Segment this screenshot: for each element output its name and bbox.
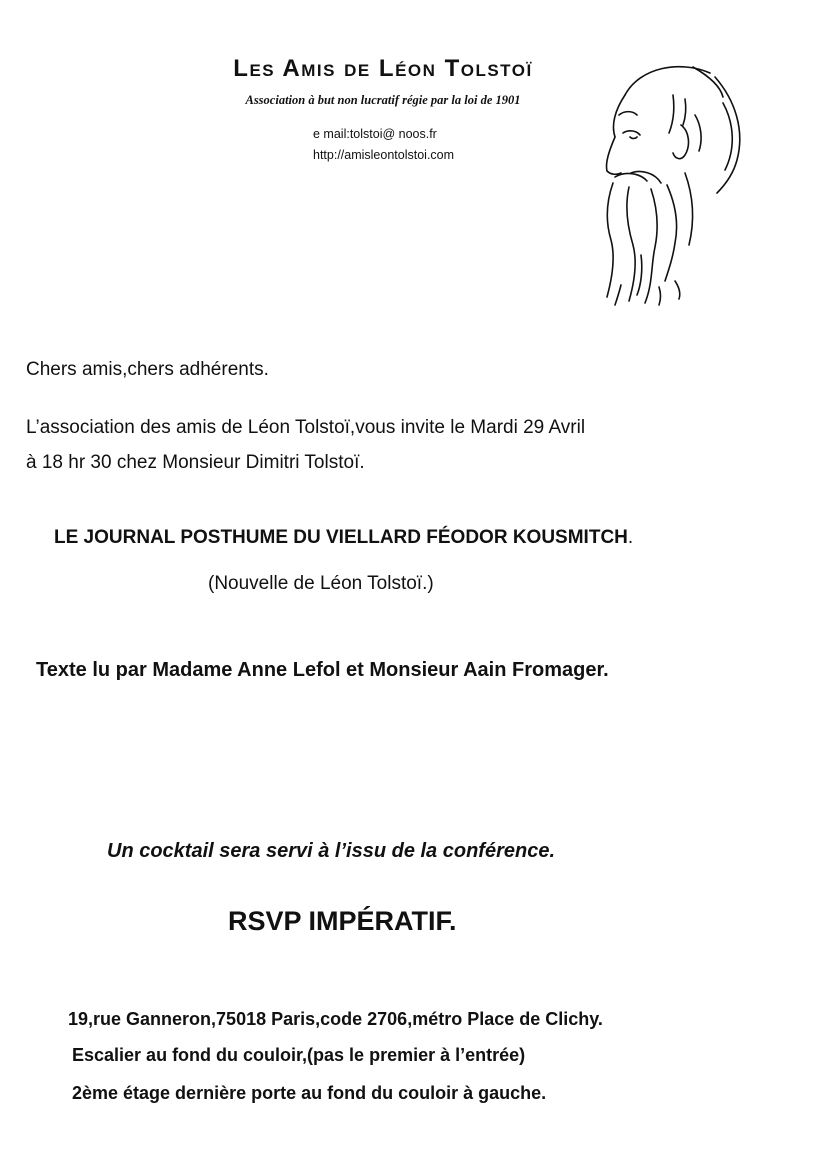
address-line-3: 2ème étage dernière porte au fond du couloir à gauche. [72, 1083, 547, 1103]
readers-line: Texte lu par Madame Anne Lefol et Monsieur Aain Fromager. [36, 659, 609, 681]
tolstoy-portrait-icon [585, 55, 745, 315]
work-subtitle: (Nouvelle de Léon Tolstoï.) [208, 573, 434, 594]
rsvp-notice: RSVP IMPÉRATIF. [228, 906, 457, 936]
address-line-2: Escalier au fond du couloir,(pas le premier à l’entrée) [72, 1045, 526, 1065]
work-title-period: . [627, 527, 634, 548]
address-line-1: 19,rue Ganneron,75018 Paris,code 2706,métro Place de Clichy. [68, 1009, 603, 1029]
organization-subtitle: Association à but non lucratif régie par la loi de 1901 [245, 93, 521, 107]
invitation-line-1: L’association des amis de Léon Tolstoï,vous invite le Mardi 29 Avril [26, 417, 586, 438]
cocktail-note: Un cocktail sera servi à l’issu de la conférence. [107, 840, 555, 862]
contact-email: e mail:tolstoi@ noos.fr [313, 127, 437, 141]
invitation-line-2: à 18 hr 30 chez Monsieur Dimitri Tolstoï. [26, 452, 365, 473]
work-title-line [54, 527, 633, 549]
work-title: LE JOURNAL POSTHUME DU VIELLARD FÉODOR KOUSMITCH [54, 527, 628, 548]
greeting: Chers amis,chers adhérents. [26, 359, 269, 380]
contact-website: http://amisleontolstoi.com [313, 148, 455, 162]
organization-name: Les Amis de Léon Tolstoï [233, 55, 533, 82]
